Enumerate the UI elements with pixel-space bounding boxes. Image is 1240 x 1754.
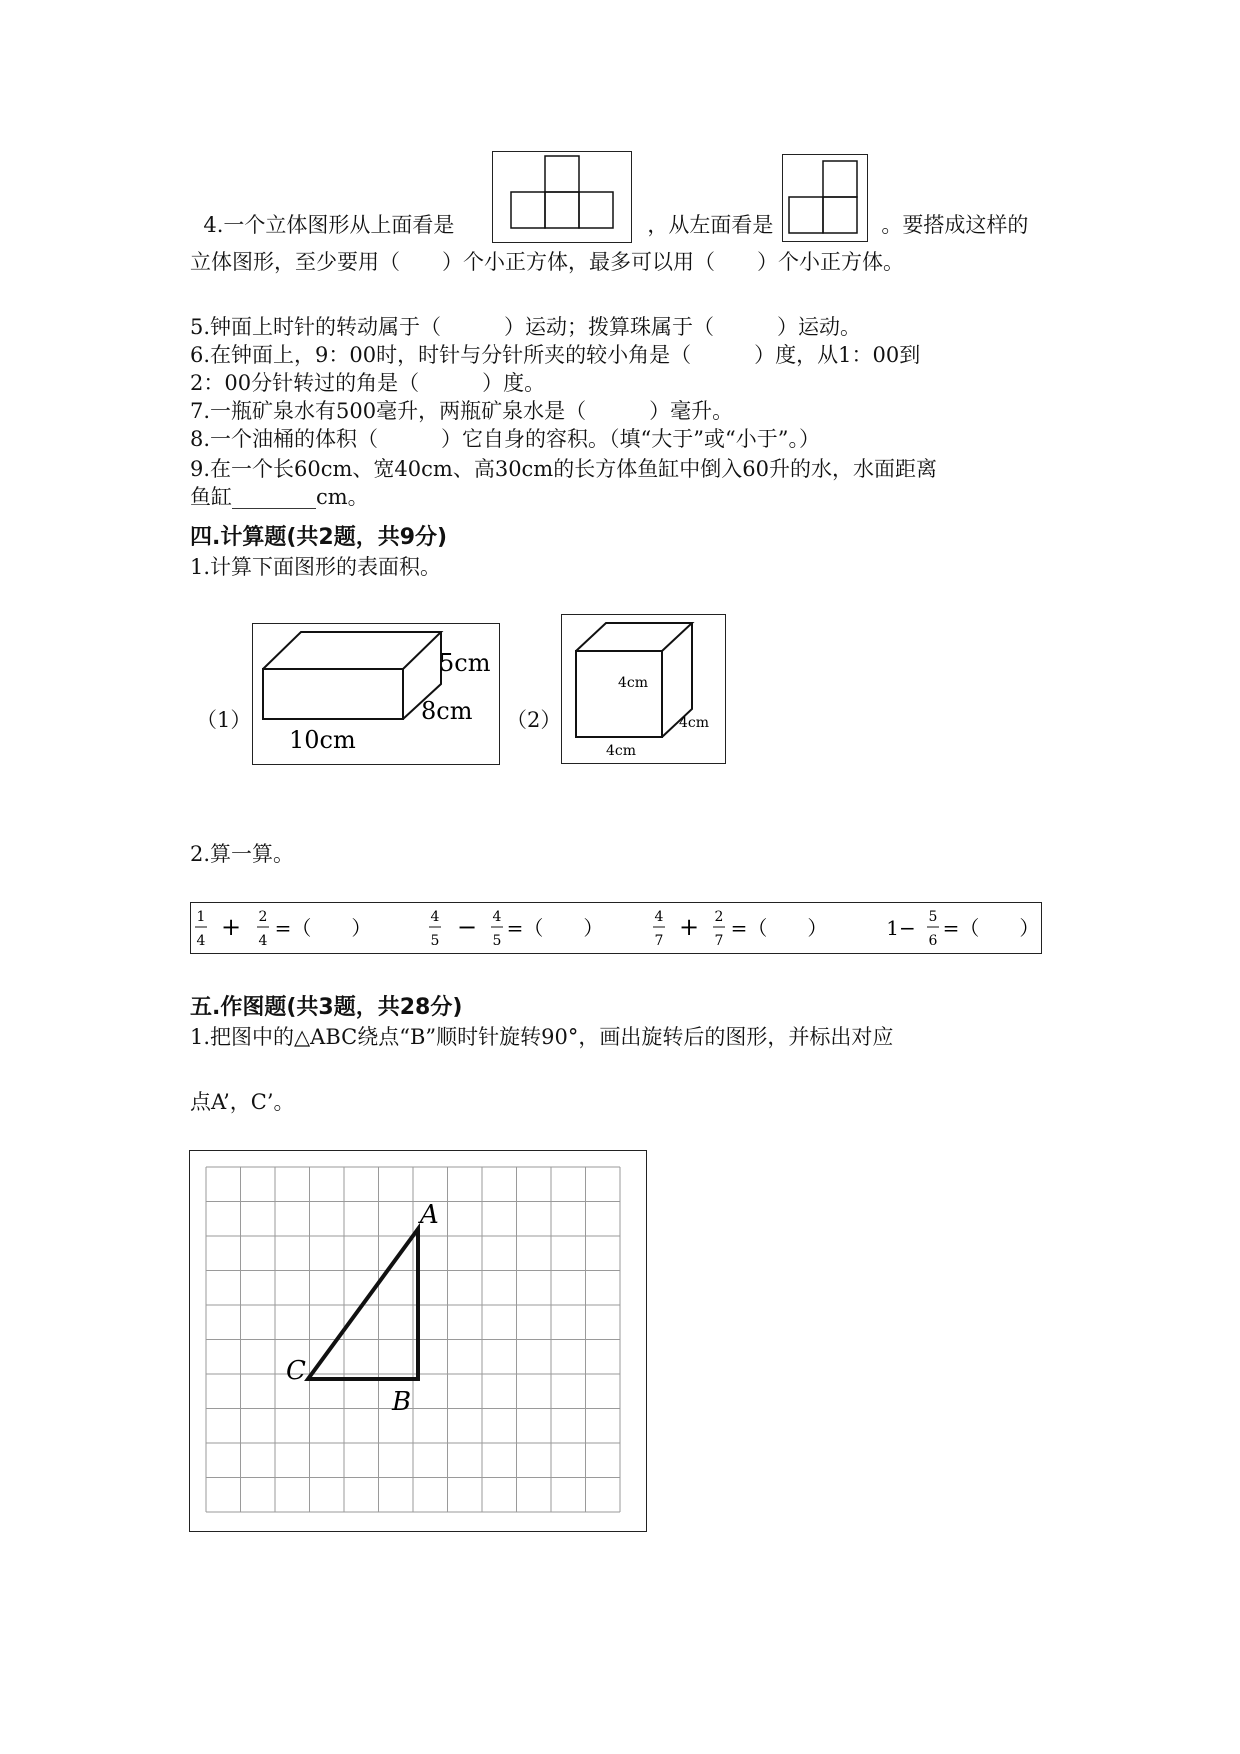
frac1-b-num: 2 — [258, 909, 268, 925]
frac4-b-num: 5 — [928, 909, 938, 925]
fig2-label: （2） — [506, 708, 562, 732]
rotation-grid — [190, 1151, 646, 1531]
cube-bottom-label: 4cm — [606, 743, 637, 759]
fig1-label: （1） — [196, 708, 252, 732]
q9-text-b: 鱼缸________cm。 — [190, 485, 369, 509]
frac1-b-den: 4 — [258, 933, 268, 949]
frac3-op: + — [678, 913, 700, 941]
left-view-figure — [782, 154, 868, 242]
frac3-eq: =（ ） — [730, 916, 828, 940]
frac2-a-num: 4 — [430, 909, 440, 925]
cube-figure — [561, 614, 726, 764]
top-view-figure — [492, 151, 632, 243]
q4-line1 — [190, 183, 454, 239]
frac1-op: + — [220, 913, 242, 941]
grid-lines — [206, 1167, 620, 1512]
q6-text-a: 6.在钟面上，9：00时，时针与分针所夹的较小角是（ ）度，从1：00到 — [190, 343, 921, 367]
fraction-exercise-box — [190, 902, 1042, 954]
frac2-op: − — [456, 913, 478, 941]
frac1-a-num: 1 — [196, 909, 206, 925]
frac3-b-num: 2 — [714, 909, 724, 925]
q4-line1-mid — [634, 183, 773, 239]
frac3-b-den: 7 — [714, 933, 724, 949]
q4-text-part2: ，从左面看是 — [647, 213, 774, 237]
q4-line2: 立体图形，至少要用（ ）个小正方体，最多可以用（ ）个小正方体。 — [190, 250, 904, 274]
section4-q2-text: 2.算一算。 — [190, 842, 295, 866]
fraction-exercises — [191, 903, 1041, 953]
cube-front-label: 4cm — [618, 675, 649, 691]
frac2-a-den: 5 — [430, 933, 440, 949]
section4-q1-text: 1.计算下面图形的表面积。 — [190, 555, 442, 579]
frac3-a-den: 7 — [654, 933, 664, 949]
vertex-b-label: B — [392, 1387, 412, 1417]
frac3-a-num: 4 — [654, 909, 664, 925]
section5-q1-text-a: 1.把图中的△ABC绕点“B”顺时针旋转90°，画出旋转后的图形，并标出对应 — [190, 1025, 894, 1049]
frac4-lead: 1− — [886, 916, 916, 940]
cuboid-length-label: 10cm — [289, 726, 356, 754]
rotation-grid-figure — [189, 1150, 647, 1532]
section5-q1-text-b: 点A’，C’。 — [190, 1090, 295, 1114]
q8-text: 8.一个油桶的体积（ ）它自身的容积。（填“大于”或“小于”。） — [190, 427, 820, 451]
q4-text-part1: 4.一个立体图形从上面看是 — [203, 213, 455, 237]
top-view-icon — [493, 152, 631, 242]
cube-drawing — [562, 615, 725, 763]
section5-title: 五.作图题(共3题，共28分) — [190, 995, 463, 1020]
frac2-b-den: 5 — [492, 933, 502, 949]
cube-side-label: 4cm — [679, 715, 710, 731]
vertex-c-label: C — [286, 1356, 306, 1386]
vertex-a-label: A — [420, 1200, 439, 1230]
q9-text-a: 9.在一个长60cm、宽40cm、高30cm的长方体鱼缸中倒入60升的水，水面距离 — [190, 457, 937, 481]
frac2-b-num: 4 — [492, 909, 502, 925]
cuboid-figure — [252, 623, 500, 765]
frac2-eq: =（ ） — [506, 916, 604, 940]
left-view-icon — [783, 155, 867, 241]
q4-line1-end — [868, 183, 1028, 239]
frac1-eq: =（ ） — [274, 916, 372, 940]
q7-text: 7.一瓶矿泉水有500毫升，两瓶矿泉水是（ ）毫升。 — [190, 399, 734, 423]
frac4-eq: =（ ） — [942, 916, 1040, 940]
cuboid-height-label: 5cm — [439, 649, 491, 677]
frac1-a-den: 4 — [196, 933, 206, 949]
triangle-abc — [308, 1229, 418, 1379]
section4-title: 四.计算题(共2题，共9分) — [190, 525, 448, 550]
q6-text-b: 2：00分针转过的角是（ ）度。 — [190, 371, 546, 395]
cuboid-width-label: 8cm — [421, 697, 473, 725]
cuboid-drawing — [253, 624, 499, 764]
frac4-b-den: 6 — [928, 933, 938, 949]
q4-text-part3: 。要搭成这样的 — [881, 213, 1029, 237]
q5-text: 5.钟面上时针的转动属于（ ）运动；拨算珠属于（ ）运动。 — [190, 315, 862, 339]
